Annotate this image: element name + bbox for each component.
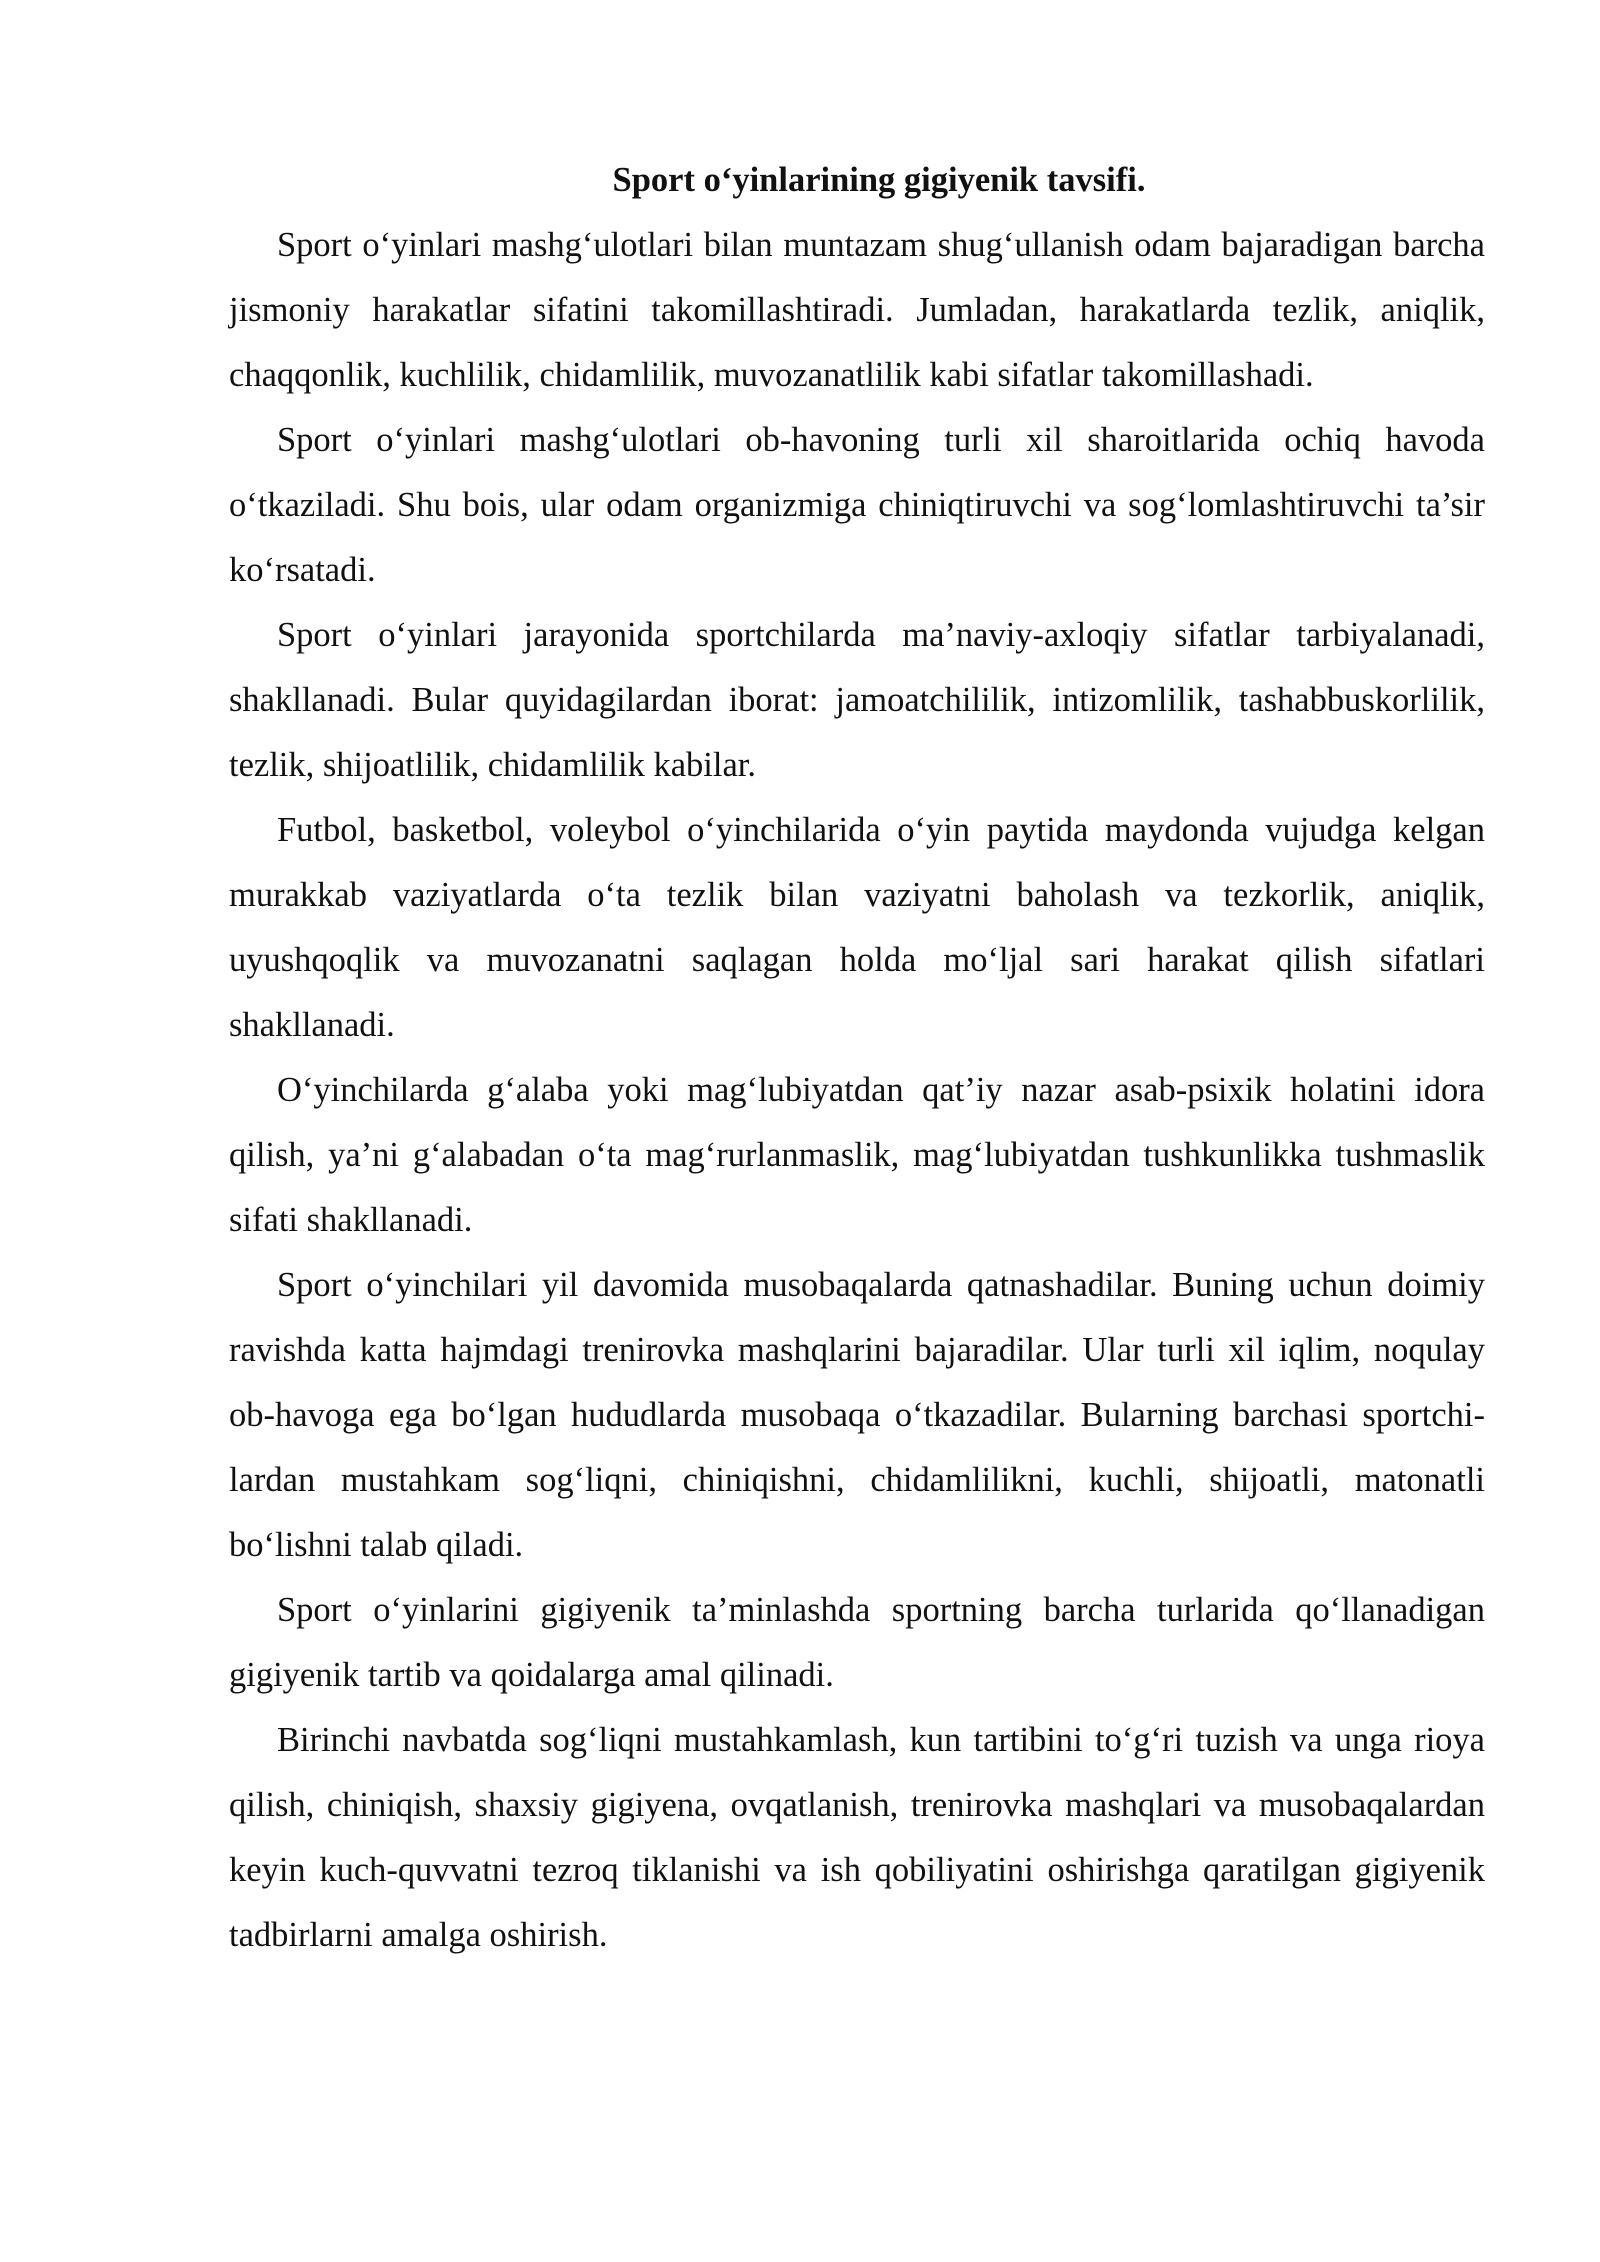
paragraph-moral-qualities: Sport o‘yinlari jarayonida sportchilarda ma’naviy-axloqiy sifatlar tarbiyalanadi, shakllanadi. Bular quyidagilardan iborat: jamoatchililik, intizomlilik, tashabbuskorlilik, tezlik, shijoatlilik, chidamlilik kabilar. bbox=[229, 616, 1485, 784]
document-body bbox=[229, 148, 1485, 1968]
paragraph-outdoor-training: Sport o‘yinlari mashg‘ulotlari ob-havoning turli xil sharoitlarida ochiq havoda o‘tkaziladi. Shu bois, ular odam organizmiga chiniqtiruvchi va sog‘lomlashtiruvchi ta’sir ko‘rsatadi. bbox=[229, 421, 1485, 589]
paragraph-team-sports: Futbol, basketbol, voleybol o‘yinchilarida o‘yin paytida maydonda vujudga kelgan murakkab vaziyatlarda o‘ta tezlik bilan vaziyatni baholash va tezkorlik, aniqlik, uyushqoqlik va muvozanatni saqlagan holda mo‘ljal sari harakat qilish sifatlari shakllanadi. bbox=[229, 811, 1485, 1044]
paragraph-emotional-control: O‘yinchilarda g‘alaba yoki mag‘lubiyatdan qat’iy nazar asab-psixik holatini idora qilish, ya’ni g‘alabadan o‘ta mag‘rurlanmaslik, mag‘lubiyatdan tushkunlikka tushmaslik sifati shakllanadi. bbox=[229, 1071, 1485, 1239]
paragraph-hygiene-rules: Sport o‘yinlarini gigiyenik ta’minlashda sportning barcha turlarida qo‘llanadigan gigiyenik tartib va qoidalarga amal qilinadi. bbox=[229, 1591, 1485, 1694]
document-title: Sport o‘yinlarining gigiyenik tavsifi. bbox=[612, 161, 1146, 199]
paragraph-competitions: Sport o‘yinchilari yil davomida musobaqalarda qatnashadilar. Buning uchun doimiy ravishda katta hajmdagi trenirovka mashqlarini bajaradilar. Ular turli xil iqlim, noqulay ob-havoga ega bo‘lgan hududlarda musobaqa o‘tkazadilar. Bularning barchasi sportchi-lardan mustahkam sog‘liqni, chiniqishni, chidamlilikni, kuchli, shijoatli, matonatli bo‘lishni talab qiladi. bbox=[229, 1266, 1485, 1564]
paragraph-priorities: Birinchi navbatda sog‘liqni mustahkamlash, kun tartibini to‘g‘ri tuzish va unga rioya qilish, chiniqish, shaxsiy gigiyena, ovqatlanish, trenirovka mashqlari va musobaqalardan keyin kuch-quvvatni tezroq tiklanishi va ish qobiliyatini oshirishga qaratilgan gigiyenik tadbirlarni amalga oshirish. bbox=[229, 1721, 1485, 1954]
paragraph-skills-improvement: Sport o‘yinlari mashg‘ulotlari bilan muntazam shug‘ullanish odam bajaradigan barcha jismoniy harakatlar sifatini takomillashtiradi. Jumladan, harakatlarda tezlik, aniqlik, chaqqonlik, kuchlilik, chidamlilik, muvozanatlilik kabi sifatlar takomillashadi. bbox=[229, 226, 1485, 394]
